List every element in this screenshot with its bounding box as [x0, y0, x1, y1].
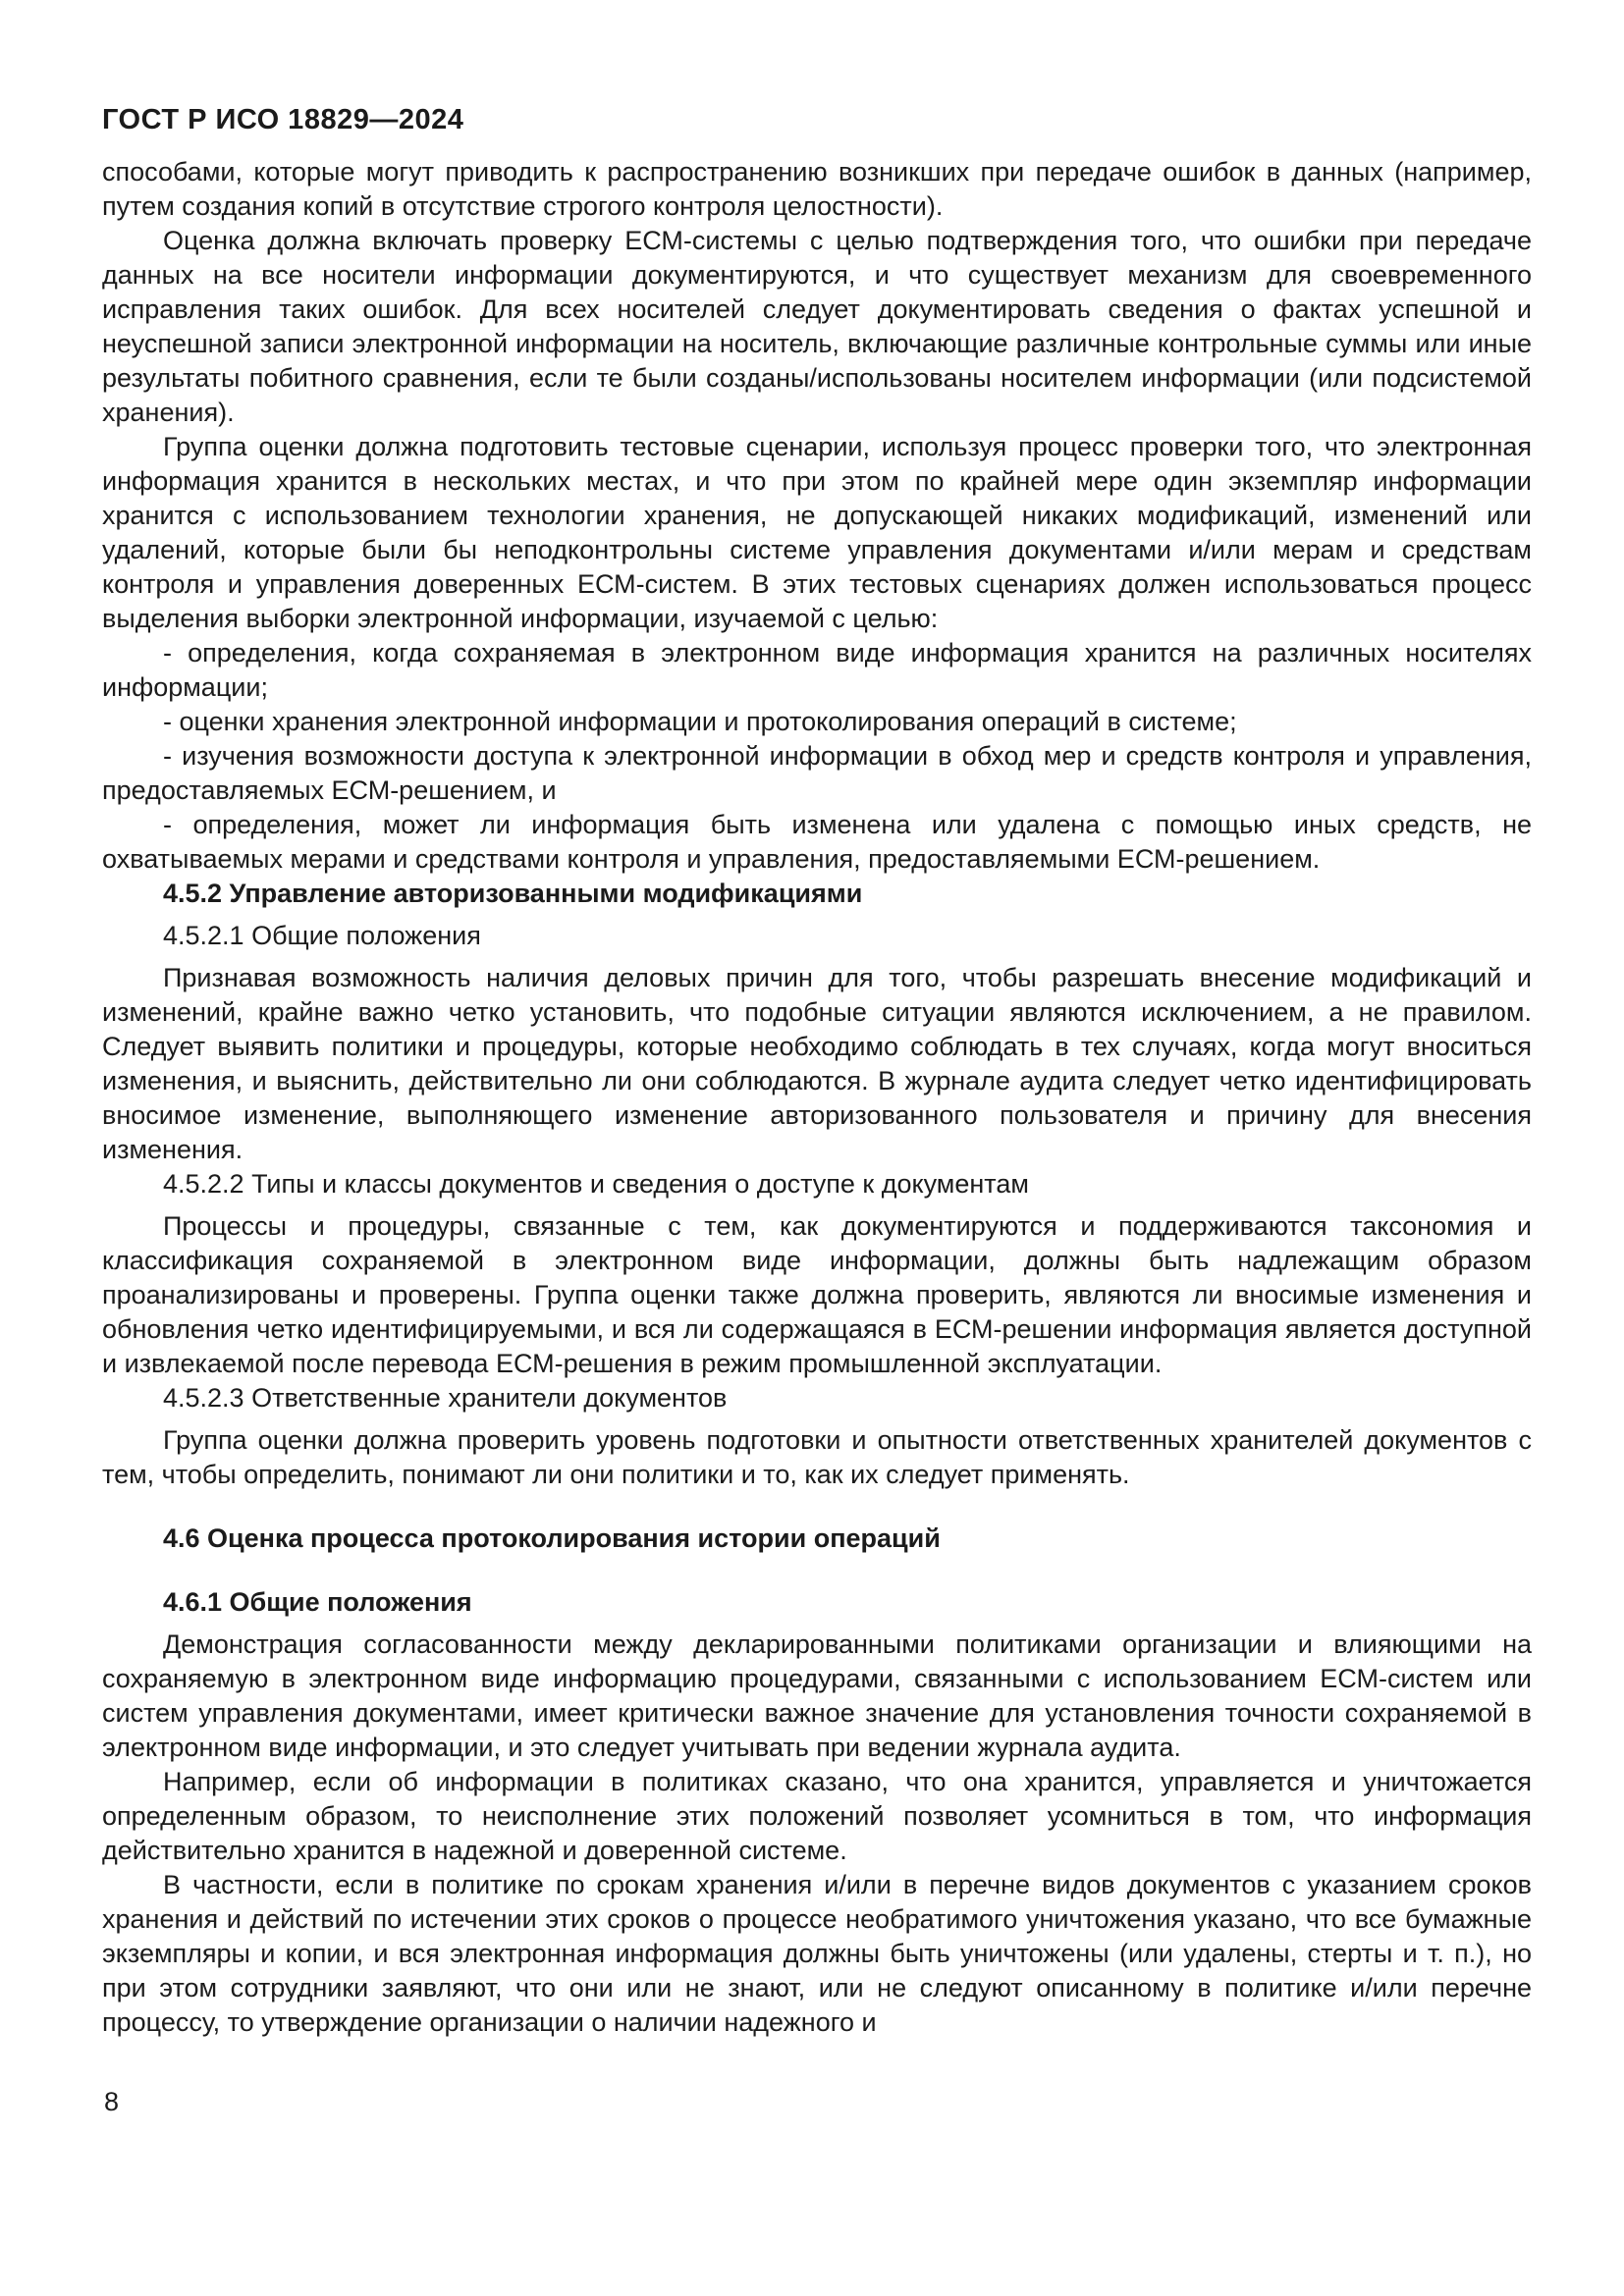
paragraph: Признавая возможность наличия деловых причин для того, чтобы разрешать внесение модификаций и изменений, крайне важно четко установить, что подобные ситуации являются исключением, а не правилом. Следует выявить политики и процедуры, которые необходимо соблюдать в тех случаях, когда могут вноситься изменения, и выяснить, действительно ли они соблюдаются. В журнале аудита следует четко идентифицировать вносимое изменение, выполняющего изменение авторизованного пользователя и причину для внесения изменения. [102, 963, 1532, 1164]
paragraph: Демонстрация согласованности между декларированными политиками организации и влияющими на сохраняемую в электронном виде информацию процедурами, связанными с использованием ЕСМ-систем или систем управления документами, имеет критически важное значение для установления точности сохраняемой в электронном виде информации, и это следует учитывать при ведении журнала аудита. [102, 1629, 1532, 1762]
paragraph: Группа оценки должна проверить уровень подготовки и опытности ответственных хранителей документов с тем, чтобы определить, понимают ли они политики и то, как их следует применять. [102, 1425, 1532, 1489]
page-number: 8 [104, 2087, 120, 2116]
section-heading-4-6: 4.6 Оценка процесса протоколирования истории операций [163, 1523, 941, 1553]
paragraph: Процессы и процедуры, связанные с тем, как документируются и поддерживаются таксономия и классификация сохраняемой в электронном виде информации, должны быть надлежащим образом проанализированы и проверены. Группа оценки также должна проверить, являются ли вносимые изменения и обновления четко идентифицируемыми, и вся ли содержащаяся в ЕСМ-решении информация является доступной и извлекаемой после перевода ЕСМ-решения в режим промышленной эксплуатации. [102, 1211, 1532, 1378]
subsection-heading-4-5-2-3: 4.5.2.3 Ответственные хранители документов [163, 1383, 728, 1413]
paragraph: Оценка должна включать проверку ЕСМ-системы с целью подтверждения того, что ошибки при передаче данных на все носители информации документируются, и что существует механизм для своевременного исправления таких ошибок. Для всех носителей следует документировать сведения о фактах успешной и неуспешной записи электронной информации на носитель, включающие различные контрольные суммы или иные результаты побитного сравнения, если те были созданы/использованы носителем информации (или подсистемой хранения). [102, 226, 1532, 427]
subsection-heading-4-5-2-1: 4.5.2.1 Общие положения [163, 921, 481, 950]
section-heading-4-5-2: 4.5.2 Управление авторизованными модификациями [163, 879, 863, 908]
paragraph-continued: способами, которые могут приводить к распространению возникших при передаче ошибок в данных (например, путем создания копий в отсутствие строгого контроля целостности). [102, 157, 1532, 221]
list-item: - оценки хранения электронной информации и протоколирования операций в системе; [163, 707, 1237, 736]
paragraph: Например, если об информации в политиках сказано, что она хранится, управляется и уничтожается определенным образом, то неисполнение этих положений позволяет усомниться в том, что информация действительно хранится в надежной и доверенной системе. [102, 1767, 1532, 1865]
document-body [102, 155, 1532, 2040]
subsection-heading-4-6-1: 4.6.1 Общие положения [163, 1587, 472, 1617]
list-item: - изучения возможности доступа к электронной информации в обход мер и средств контроля и управления, предоставляемых ЕСМ-решением, и [102, 741, 1532, 805]
paragraph: Группа оценки должна подготовить тестовые сценарии, используя процесс проверки того, что электронная информация хранится в нескольких местах, и что при этом по крайней мере один экземпляр информации хранится с использованием технологии хранения, не допускающей никаких модификаций, изменений или удалений, которые были бы неподконтрольны системе управления документами и/или мерам и средствам контроля и управления доверенных ЕСМ-систем. В этих тестовых сценариях должен использоваться процесс выделения выборки электронной информации, изучаемой с целью: [102, 432, 1532, 633]
list-item: - определения, может ли информация быть изменена или удалена с помощью иных средств, не охватываемых мерами и средствами контроля и управления, предоставляемыми ЕСМ-решением. [102, 810, 1532, 874]
list-item: - определения, когда сохраняемая в электронном виде информация хранится на различных носителях информации; [102, 638, 1532, 702]
subsection-heading-4-5-2-2: 4.5.2.2 Типы и классы документов и сведения о доступе к документам [163, 1169, 1029, 1199]
paragraph: В частности, если в политике по срокам хранения и/или в перечне видов документов с указанием сроков хранения и действий по истечении этих сроков о процессе необратимого уничтожения указано, что все бумажные экземпляры и копии, и вся электронная информация должны быть уничтожены (или удалены, стерты и т. п.), но при этом сотрудники заявляют, что они или не знают, или не следуют описанному в политике и/или перечне процессу, то утверждение организации о наличии надежного и [102, 1870, 1532, 2037]
document-title-header: ГОСТ Р ИСО 18829—2024 [102, 104, 464, 135]
